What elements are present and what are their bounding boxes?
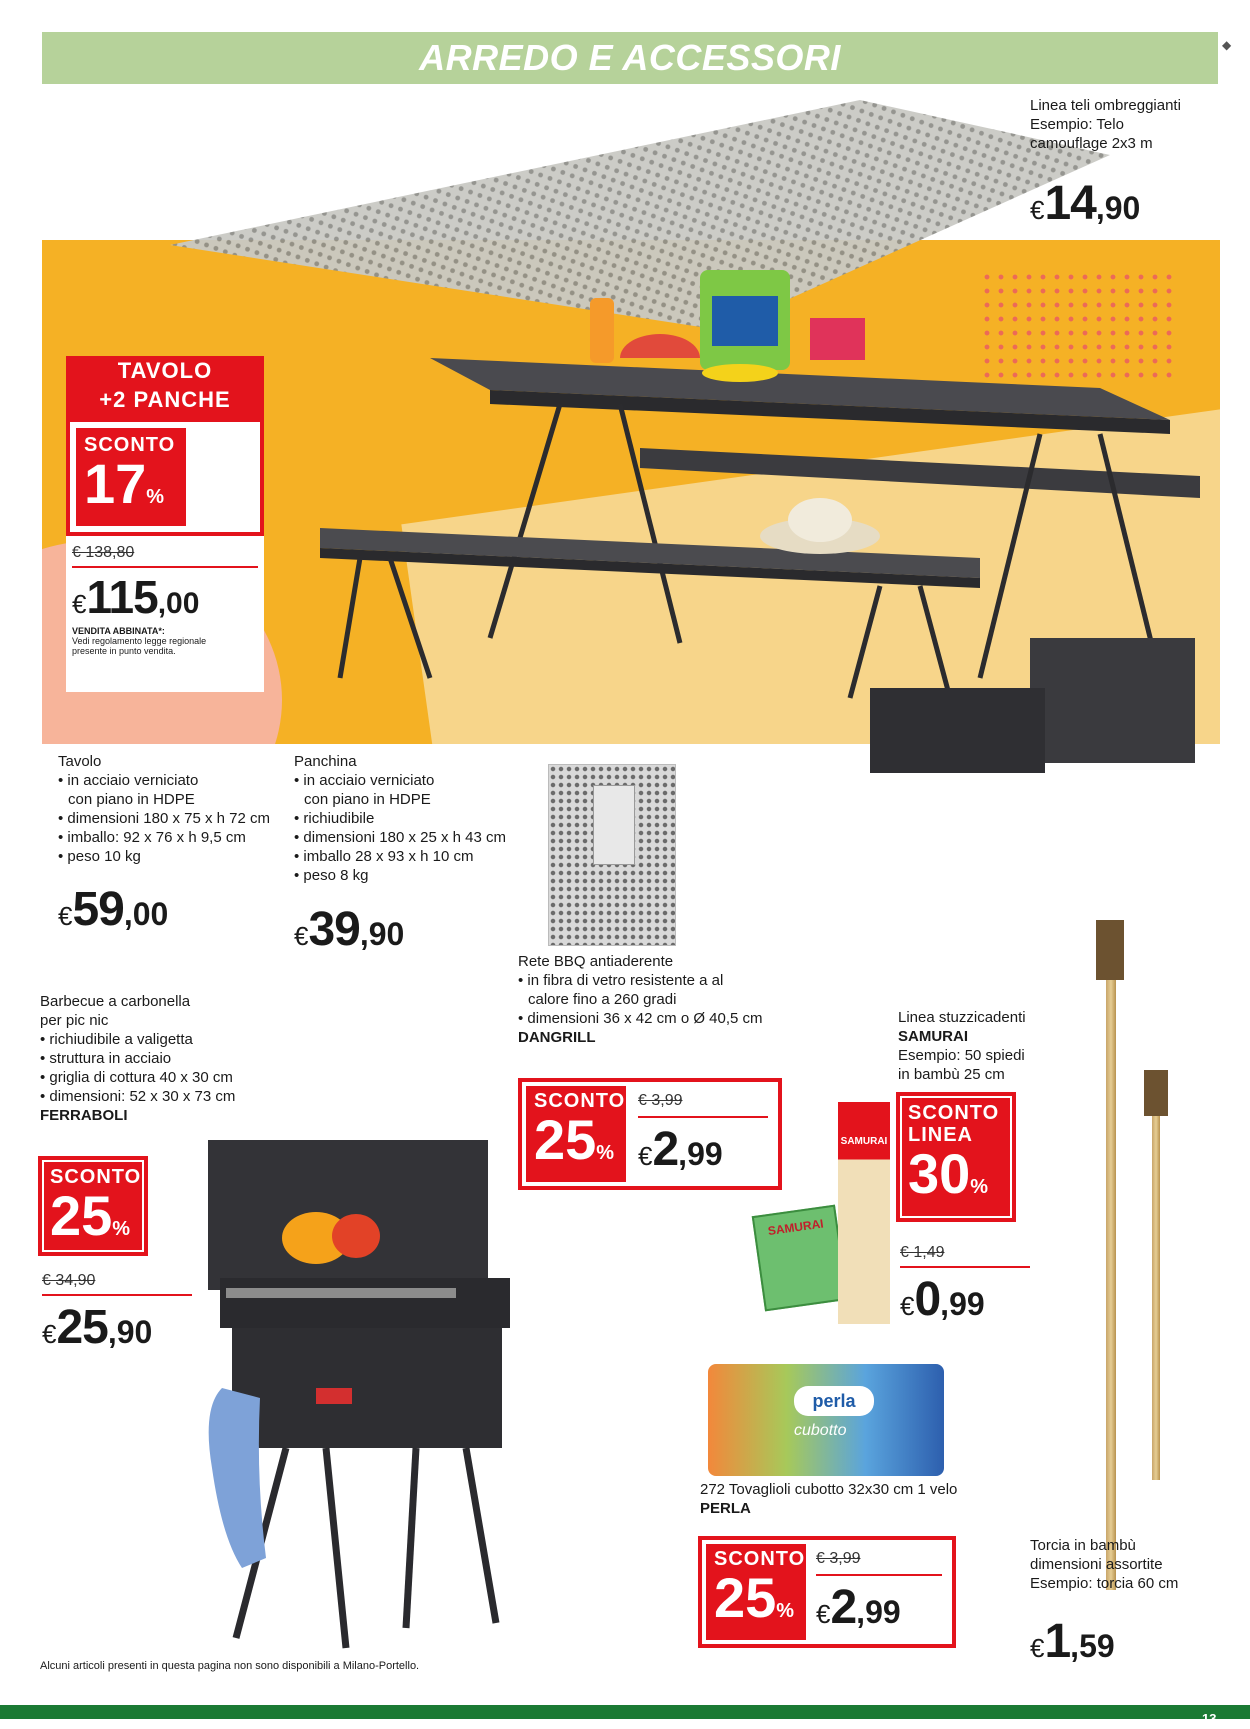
bundle-sconto-badge: SCONTO 17%: [76, 428, 186, 526]
stuzzicadenti-price: €0,99: [900, 1273, 985, 1326]
bundle-price-box: [66, 536, 264, 692]
tavolo-description: [58, 752, 288, 866]
bamboo-torch-pole: [1152, 1100, 1160, 1480]
panchina-spec: con piano in HDPE: [304, 791, 431, 808]
rete-line: Rete BBQ antiaderente: [518, 953, 674, 970]
tovaglioli-sconto-badge: SCONTO 25%: [706, 1544, 806, 1640]
barbecue-line: per pic nic: [40, 1012, 109, 1029]
tovaglioli-offer-box: [698, 1536, 956, 1648]
barbecue-price: €25,90: [42, 1301, 153, 1354]
barbecue-line: Barbecue a carbonella: [40, 993, 191, 1010]
barbecue-image: [196, 1138, 516, 1658]
perla-pack-subtitle: cubotto: [794, 1422, 847, 1439]
stuzzicadenti-old-price: € 1,49: [900, 1244, 945, 1261]
barbecue-line: • struttura in acciaio: [40, 1050, 172, 1067]
bundle-note: Vedi regolamento legge regionale: [72, 636, 207, 646]
tovaglioli-description: [700, 1480, 1020, 1518]
stuzzicadenti-line: in bambù 25 cm: [898, 1066, 1005, 1083]
torch-head-icon: [1144, 1070, 1168, 1116]
torch-head-icon: [1096, 920, 1124, 980]
rete-line: • dimensioni 36 x 42 cm o Ø 40,5 cm: [518, 1010, 763, 1027]
footer-bar: [0, 1705, 1250, 1719]
barbecue-sconto-box: [38, 1156, 148, 1256]
rete-line: • in fibra di vetro resistente a al: [518, 972, 724, 989]
barbecue-line: • richiudibile a valigetta: [40, 1031, 193, 1048]
tovaglioli-brand: PERLA: [700, 1500, 751, 1517]
tovaglioli-old-price: € 3,99: [816, 1550, 861, 1567]
panchina-price: €39,90: [294, 903, 405, 956]
brand-mark-icon: ◆: [1222, 38, 1232, 52]
bundle-note: presente in punto vendita.: [72, 646, 176, 656]
napkins-pack-image: [708, 1364, 944, 1476]
rete-old-price: € 3,99: [638, 1092, 683, 1109]
panchina-spec: • peso 8 kg: [294, 867, 369, 884]
barbecue-line: • griglia di cottura 40 x 30 cm: [40, 1069, 233, 1086]
stuzzicadenti-line: Esempio: 50 spiedi: [898, 1047, 1025, 1064]
samurai-pack-small: SAMURAI: [752, 1205, 849, 1312]
rete-line: calore fino a 260 gradi: [528, 991, 677, 1008]
tavolo-spec: • imballo: 92 x 76 x h 9,5 cm: [58, 829, 246, 846]
barbecue-old-price: € 34,90: [42, 1272, 96, 1289]
tavolo-spec: con piano in HDPE: [68, 791, 195, 808]
rete-brand: DANGRILL: [518, 1029, 596, 1046]
panchina-spec: • richiudibile: [294, 810, 375, 827]
section-title: ARREDO E ACCESSORI: [419, 37, 841, 78]
teli-description: [1030, 96, 1230, 153]
teli-line: Esempio: Telo: [1030, 116, 1124, 133]
tavolo-spec: • dimensioni 180 x 75 x h 72 cm: [58, 810, 271, 827]
tavolo-spec: • peso 10 kg: [58, 848, 141, 865]
bundle-sconto-box: [66, 418, 264, 536]
torcia-line: dimensioni assortite: [1030, 1556, 1163, 1573]
panchina-spec: • imballo 28 x 93 x h 10 cm: [294, 848, 474, 865]
panchina-title: Panchina: [294, 753, 357, 770]
tovaglioli-line: 272 Tovaglioli cubotto 32x30 cm 1 velo: [700, 1481, 958, 1498]
section-header: [42, 32, 1218, 84]
tavolo-spec: • in acciaio verniciato: [58, 772, 199, 789]
page-number: 13: [1202, 1711, 1217, 1726]
rete-description: [518, 952, 818, 1047]
panchina-spec: • in acciaio verniciato: [294, 772, 435, 789]
bundle-title-badge: [66, 356, 264, 418]
bamboo-torch-pole: [1106, 960, 1116, 1590]
barbecue-description: [40, 992, 290, 1125]
rete-sconto-badge: SCONTO 25%: [526, 1086, 626, 1182]
stuzzicadenti-sconto-badge: SCONTO LINEA 30%: [902, 1098, 1010, 1216]
torcia-line: Torcia in bambù: [1030, 1537, 1136, 1554]
torcia-price: €1,59: [1030, 1615, 1115, 1668]
footer-disclaimer: Alcuni articoli presenti in questa pagina non sono disponibili a Milano-Portello.: [40, 1660, 420, 1672]
bundle-title-line: +2 PANCHE: [99, 387, 231, 412]
rete-price: €2,99: [638, 1123, 723, 1176]
barbecue-brand: FERRABOLI: [40, 1107, 128, 1124]
samurai-skewers-pack: SAMURAI: [838, 1102, 890, 1324]
tovaglioli-price: €2,99: [816, 1581, 901, 1634]
panchina-description: [294, 752, 544, 885]
rete-offer-box: [518, 1078, 782, 1190]
bundle-note: VENDITA ABBINATA*:: [72, 626, 165, 636]
bundle-title-line: TAVOLO: [117, 358, 213, 383]
stuzzicadenti-description: [898, 1008, 1098, 1084]
bbq-net-label: [593, 785, 635, 865]
teli-line: camouflage 2x3 m: [1030, 135, 1153, 152]
bundle-price: €115,00: [72, 571, 200, 623]
teli-price: €14,90: [1030, 177, 1141, 230]
tavolo-title: Tavolo: [58, 753, 102, 770]
bbq-net-image: [548, 764, 676, 946]
stuzzicadenti-sconto-box: [896, 1092, 1016, 1222]
perla-pack-logo: perla: [794, 1386, 874, 1416]
panchina-spec: • dimensioni 180 x 25 x h 43 cm: [294, 829, 507, 846]
teli-line: Linea teli ombreggianti: [1030, 97, 1181, 114]
stuzzicadenti-line: Linea stuzzicadenti: [898, 1009, 1026, 1026]
barbecue-sconto-badge: SCONTO 25%: [44, 1162, 142, 1250]
torcia-description: [1030, 1536, 1240, 1593]
barbecue-line: • dimensioni: 52 x 30 x 73 cm: [40, 1088, 236, 1105]
tavolo-price: €59,00: [58, 883, 169, 936]
stuzzicadenti-brand: SAMURAI: [898, 1028, 968, 1045]
torcia-line: Esempio: torcia 60 cm: [1030, 1575, 1179, 1592]
bundle-old-price: € 138,80: [72, 544, 135, 561]
